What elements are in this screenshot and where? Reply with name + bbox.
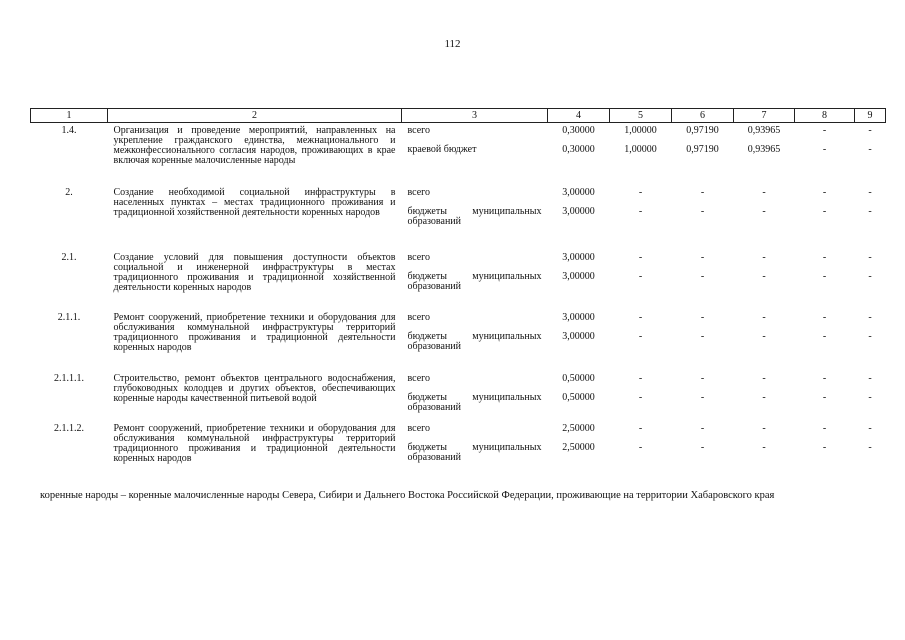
value: - <box>700 251 705 263</box>
value: - <box>762 186 766 198</box>
value: - <box>762 330 766 342</box>
value-cell-c6 <box>672 123 734 185</box>
funding-source: всего <box>407 372 431 384</box>
value: 2,50000 <box>562 422 595 434</box>
value-cell-c9 <box>855 250 886 310</box>
value-cell-c6 <box>672 421 734 475</box>
value-cell-c5 <box>610 371 672 421</box>
value: - <box>762 311 766 323</box>
value: - <box>700 205 705 217</box>
header-col-6: 6 <box>672 109 734 123</box>
value-cell-c9 <box>855 371 886 421</box>
value-cell-c6 <box>672 185 734 250</box>
value: - <box>638 372 643 384</box>
row-description: Создание условий для повышения доступности объектов социальной и инженерной инфраструктуры в местах традиционного проживания и традиционной хозяйственной деятельности коренных народов <box>113 251 396 293</box>
value: - <box>700 391 705 403</box>
value-cell-c6 <box>672 250 734 310</box>
value-cell-c5 <box>610 185 672 250</box>
value: 3,00000 <box>562 205 595 217</box>
value: - <box>868 125 872 136</box>
value: 0,93965 <box>747 144 781 155</box>
row-number: 2. <box>65 186 73 198</box>
table-row <box>31 250 886 310</box>
value: - <box>700 270 705 282</box>
value: - <box>822 186 827 198</box>
value: 3,00000 <box>562 330 595 342</box>
value: - <box>638 186 643 198</box>
value-cell-c8 <box>795 123 855 185</box>
value-cell-c9 <box>855 421 886 475</box>
value-cell-c5 <box>610 123 672 185</box>
value-cell-c4 <box>548 185 610 250</box>
funding-source: всего <box>407 251 431 263</box>
row-description: Организация и проведение мероприятий, направленных на укрепление гражданского единства, межнационального и межконфессионального согласия народов, проживающих в крае включая коренные малочисленные народы <box>113 125 396 166</box>
value-cell-c4 <box>548 371 610 421</box>
value: - <box>762 372 766 384</box>
value-cell-c4 <box>548 123 610 185</box>
value: - <box>638 422 643 434</box>
funding-source: бюджеты муниципальных образований <box>407 391 542 413</box>
value: 0,50000 <box>562 391 595 403</box>
value: - <box>868 422 872 434</box>
row-number: 2.1.1. <box>57 311 81 323</box>
value: 3,00000 <box>562 251 595 263</box>
value-cell-c7 <box>734 123 795 185</box>
row-description: Ремонт сооружений, приобретение техники и оборудования для обслуживания коммунальной инфраструктуры территорий традиционного проживания и традиционной деятельности коренных народов <box>113 422 396 464</box>
row-number: 1.4. <box>61 125 77 136</box>
value: - <box>762 441 766 453</box>
row-number: 2.1.1.2. <box>54 422 84 434</box>
funding-source: бюджеты муниципальных образований <box>407 270 542 292</box>
header-col-3: 3 <box>402 109 548 123</box>
funding-source-cell <box>402 185 548 250</box>
value: - <box>700 372 705 384</box>
value: - <box>868 372 872 384</box>
value-cell-c6 <box>672 310 734 371</box>
value-cell-c5 <box>610 250 672 310</box>
funding-source: бюджеты муниципальных образований <box>407 441 542 463</box>
header-col-7: 7 <box>734 109 795 123</box>
value-cell-c9 <box>855 185 886 250</box>
table-row <box>31 371 886 421</box>
value: 3,00000 <box>562 270 595 282</box>
value: 1,00000 <box>624 125 657 136</box>
value: - <box>868 330 872 342</box>
funding-source: бюджеты муниципальных образований <box>407 205 542 227</box>
value-cell-c9 <box>855 123 886 185</box>
value: 1,00000 <box>624 144 657 155</box>
funding-source: всего <box>407 311 431 323</box>
value: - <box>638 441 643 453</box>
value: - <box>822 311 827 323</box>
value: - <box>822 372 827 384</box>
value-cell-c7 <box>734 185 795 250</box>
value: - <box>700 311 705 323</box>
table-body <box>31 123 886 475</box>
value: - <box>700 186 705 198</box>
value-cell-c5 <box>610 421 672 475</box>
value: - <box>868 205 872 217</box>
row-description: Строительство, ремонт объектов центрального водоснабжения, глубоководных колодцев и других объектов, обеспечивающих коренные народы качественной питьевой водой <box>113 372 396 404</box>
header-col-1: 1 <box>31 109 108 123</box>
value: - <box>868 311 872 323</box>
value: - <box>822 251 827 263</box>
value: - <box>822 205 827 217</box>
value: - <box>638 330 643 342</box>
value-cell-c5 <box>610 310 672 371</box>
row-number: 2.1. <box>61 251 77 263</box>
value-cell-c7 <box>734 371 795 421</box>
value: - <box>638 311 643 323</box>
funding-source-cell <box>402 310 548 371</box>
value: 2,50000 <box>562 441 595 453</box>
value: - <box>822 391 827 403</box>
funding-source: всего <box>407 125 431 136</box>
value: - <box>638 205 643 217</box>
value: - <box>822 330 827 342</box>
value: 0,50000 <box>562 372 595 384</box>
value: - <box>868 391 872 403</box>
value: - <box>822 422 827 434</box>
value: - <box>822 270 827 282</box>
value-cell-c8 <box>795 371 855 421</box>
value: - <box>822 125 827 136</box>
table-row <box>31 185 886 250</box>
value: 0,30000 <box>562 144 595 155</box>
header-col-9: 9 <box>855 109 886 123</box>
row-description: Создание необходимой социальной инфраструктуры в населенных пунктах – местах традиционного проживания и традиционной хозяйственной деятельности коренных народов <box>113 186 396 218</box>
page-number: 112 <box>444 38 461 50</box>
value: - <box>868 441 872 453</box>
row-description: Ремонт сооружений, приобретение техники и оборудования для обслуживания коммунальной инфраструктуры территорий традиционного проживания и традиционной деятельности коренных народов <box>113 311 396 353</box>
table-row <box>31 421 886 475</box>
funding-source-cell <box>402 123 548 185</box>
header-col-2: 2 <box>108 109 402 123</box>
table-row <box>31 310 886 371</box>
value-cell-c4 <box>548 250 610 310</box>
funding-source-cell <box>402 250 548 310</box>
value: - <box>868 251 872 263</box>
value: - <box>700 441 705 453</box>
value-cell-c7 <box>734 310 795 371</box>
footnote: коренные народы – коренные малочисленные народы Севера, Сибири и Дальнего Востока Российской Федерации, проживающие на территории Хабаровского края <box>40 490 775 501</box>
value: - <box>762 391 766 403</box>
value: - <box>638 270 643 282</box>
table-row <box>31 123 886 185</box>
value: - <box>762 205 766 217</box>
value: - <box>700 330 705 342</box>
value: 0,97190 <box>686 144 719 155</box>
value-cell-c4 <box>548 421 610 475</box>
value: - <box>868 186 872 198</box>
value: - <box>868 144 872 155</box>
value: - <box>762 422 766 434</box>
funding-source: бюджеты муниципальных образований <box>407 330 542 352</box>
value-cell-c8 <box>795 421 855 475</box>
value-cell-c9 <box>855 310 886 371</box>
value: - <box>868 270 872 282</box>
funding-source-cell <box>402 371 548 421</box>
funding-source: всего <box>407 422 431 434</box>
value: 3,00000 <box>562 186 595 198</box>
header-col-8: 8 <box>795 109 855 123</box>
funding-source-cell <box>402 421 548 475</box>
value: 0,97190 <box>686 125 719 136</box>
header-col-5: 5 <box>610 109 672 123</box>
value-cell-c4 <box>548 310 610 371</box>
value-cell-c7 <box>734 421 795 475</box>
funding-source: краевой бюджет <box>407 144 477 155</box>
header-col-4: 4 <box>548 109 610 123</box>
value: - <box>822 441 827 453</box>
value: - <box>762 251 766 263</box>
value: 0,30000 <box>562 125 595 136</box>
value-cell-c8 <box>795 185 855 250</box>
value: - <box>638 391 643 403</box>
header-row <box>31 109 886 123</box>
value-cell-c8 <box>795 310 855 371</box>
value: - <box>762 270 766 282</box>
value: - <box>822 144 827 155</box>
program-table <box>30 108 886 475</box>
value-cell-c6 <box>672 371 734 421</box>
value: - <box>638 251 643 263</box>
row-number: 2.1.1.1. <box>54 372 84 384</box>
value: 3,00000 <box>562 311 595 323</box>
funding-source: всего <box>407 186 431 198</box>
value-cell-c8 <box>795 250 855 310</box>
value: - <box>700 422 705 434</box>
value-cell-c7 <box>734 250 795 310</box>
value: 0,93965 <box>747 125 781 136</box>
